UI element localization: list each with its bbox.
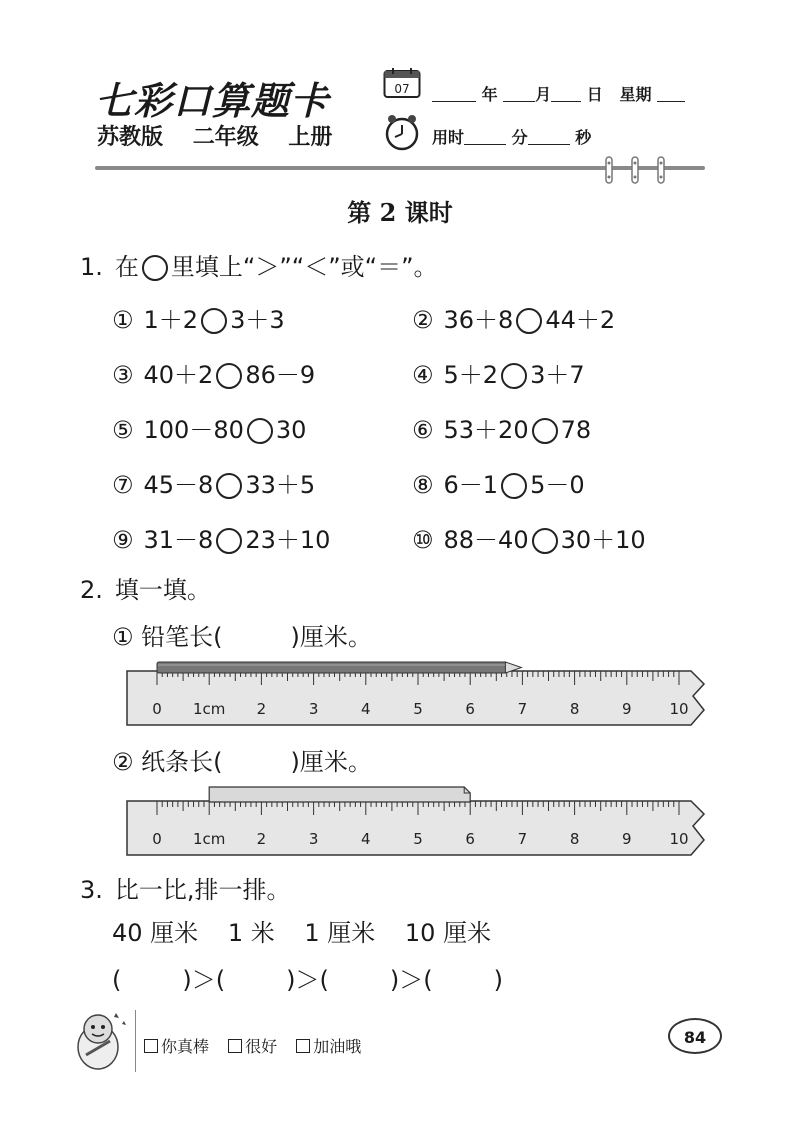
answer-circle[interactable]: [201, 308, 227, 334]
checkbox-icon: [144, 1039, 158, 1053]
eval-label: 很好: [245, 1037, 278, 1056]
pencil-tip: [505, 662, 521, 673]
answer-circle[interactable]: [501, 473, 527, 499]
question-1-number: 1.: [80, 253, 103, 281]
ruler-label: 10: [669, 700, 689, 718]
ruler-label: 8: [569, 830, 580, 848]
pencil-length-item: [112, 617, 372, 652]
answer-circle[interactable]: [216, 473, 242, 499]
length-item: 1 米: [227, 919, 275, 947]
seconds-label: 秒: [575, 128, 592, 147]
ruler-label: 9: [622, 830, 632, 848]
paper-strip: [209, 787, 470, 802]
strip-length-item: [112, 742, 372, 777]
problem-right: 78: [560, 416, 592, 444]
problem-marker: ⑥: [412, 416, 434, 444]
problem-right: 3＋3: [230, 306, 285, 334]
comparison-problem: [112, 520, 330, 555]
minutes-label: 分: [511, 128, 528, 147]
problem-right: 33＋5: [245, 471, 316, 499]
ruler-label: 7: [517, 700, 528, 718]
problem-right: 30: [275, 416, 307, 444]
question-2-number: 2.: [80, 576, 103, 604]
page-number: 84: [668, 1018, 722, 1054]
year-blank[interactable]: [432, 85, 476, 102]
problem-left: 31－8: [143, 526, 214, 554]
item-text-before: 铅笔长(: [141, 623, 223, 651]
ruler-label: 1cm: [192, 700, 226, 718]
ruler-label: 0: [152, 830, 162, 848]
question-3-text: 比一比,排一排。: [114, 876, 291, 904]
ruler-label: 1cm: [192, 830, 226, 848]
day-blank[interactable]: [551, 85, 581, 102]
clock-icon: [383, 113, 421, 151]
answer-circle[interactable]: [501, 363, 527, 389]
date-fields: [432, 82, 685, 105]
problem-marker: ⑤: [112, 416, 134, 444]
eval-option-keep-going[interactable]: [296, 1037, 361, 1056]
self-evaluation: [144, 1034, 375, 1057]
problem-marker: ④: [412, 361, 434, 389]
eval-label: 你真棒: [161, 1037, 210, 1056]
eval-option-great[interactable]: [144, 1037, 209, 1056]
year-label: 年: [481, 85, 498, 104]
ruler-2: [126, 800, 706, 856]
problem-left: 88－40: [443, 526, 529, 554]
ruler-label: 5: [413, 830, 423, 848]
answer-circle[interactable]: [532, 418, 558, 444]
ruler-label: 3: [308, 830, 319, 848]
item-marker: ②: [112, 748, 134, 776]
problem-right: 5－0: [530, 471, 585, 499]
problem-marker: ⑧: [412, 471, 434, 499]
problem-left: 40＋2: [143, 361, 214, 389]
ruler-label: 4: [361, 830, 371, 848]
sample-circle: [142, 255, 168, 281]
item-text-after: )厘米。: [290, 623, 372, 651]
answer-circle[interactable]: [532, 528, 558, 554]
length-item: 10 厘米: [404, 919, 492, 947]
answer-circle[interactable]: [216, 528, 242, 554]
month-blank[interactable]: [503, 85, 535, 102]
problem-right: 44＋2: [545, 306, 616, 334]
problem-left: 36＋8: [443, 306, 514, 334]
problem-left: 5＋2: [443, 361, 499, 389]
problem-marker: ⑦: [112, 471, 134, 499]
ruler-label: 6: [465, 700, 475, 718]
comparison-problem: [412, 300, 615, 335]
problem-left: 45－8: [143, 471, 214, 499]
item-marker: ①: [112, 623, 134, 651]
comparison-problem: [112, 355, 315, 390]
problem-marker: ①: [112, 306, 134, 334]
ruler-label: 2: [256, 700, 267, 718]
month-label: 月: [535, 85, 552, 104]
problem-left: 1＋2: [143, 306, 199, 334]
ruler-label: 6: [465, 830, 475, 848]
problem-right: 30＋10: [560, 526, 646, 554]
ruler-label: 5: [413, 700, 423, 718]
weekday-label: 星期: [619, 85, 652, 104]
binder-rings-icon: [600, 155, 680, 187]
mascot-icon: [68, 1005, 132, 1075]
length-item: 40 厘米: [112, 919, 199, 947]
problem-marker: ③: [112, 361, 134, 389]
length-item: 1 厘米: [304, 919, 376, 947]
problem-marker: ②: [412, 306, 434, 334]
question-1-heading: [80, 247, 438, 282]
question-3-heading: [80, 870, 291, 905]
item-text-after: )厘米。: [290, 748, 372, 776]
problem-right: 23＋10: [245, 526, 331, 554]
day-label: 日: [586, 85, 603, 104]
problem-right: 86－9: [245, 361, 316, 389]
question-1-text-before: 在: [114, 253, 139, 281]
pencil-image: [156, 660, 526, 676]
answer-circle[interactable]: [247, 418, 273, 444]
eval-option-good[interactable]: [228, 1037, 277, 1056]
brand-title: 七彩口算题卡: [95, 78, 330, 123]
weekday-blank[interactable]: [657, 85, 685, 102]
comparison-problem: [412, 520, 646, 555]
edition-label: [97, 120, 354, 151]
ruler-label: 8: [569, 700, 580, 718]
paper-strip-image: [126, 785, 526, 803]
ruler-label: 3: [308, 700, 319, 718]
question-2-text: 填一填。: [114, 576, 211, 604]
problem-marker: ⑨: [112, 526, 134, 554]
comparison-problem: [412, 465, 585, 500]
ruler-label: 2: [256, 830, 267, 848]
ordering-blanks[interactable]: ( )＞( )＞( )＞( ): [112, 966, 504, 994]
footer-divider: [135, 1010, 136, 1072]
question-3-number: 3.: [80, 876, 103, 904]
lesson-title: 第 2 课时: [347, 198, 453, 227]
edition-volume: 上册: [288, 125, 333, 150]
pencil-body: [157, 662, 506, 673]
ruler-label: 4: [361, 700, 371, 718]
time-used-label: 用时: [432, 128, 465, 147]
comparison-problem: [112, 410, 306, 445]
answer-circle[interactable]: [216, 363, 242, 389]
problem-left: 6－1: [443, 471, 499, 499]
minutes-blank[interactable]: [464, 128, 506, 145]
ruler-1: [126, 670, 706, 726]
edition-grade: 二年级: [192, 125, 259, 150]
lengths-list: [112, 913, 513, 948]
ruler-label: 9: [622, 700, 632, 718]
problem-right: 3＋7: [530, 361, 585, 389]
comparison-problem: [412, 355, 585, 390]
problem-marker: ⑩: [412, 526, 434, 554]
eval-label: 加油哦: [313, 1037, 362, 1056]
calendar-icon: [383, 67, 421, 99]
comparison-problem: [112, 465, 315, 500]
ruler-label: 7: [517, 830, 528, 848]
item-text-before: 纸条长(: [141, 748, 223, 776]
seconds-blank[interactable]: [528, 128, 570, 145]
checkbox-icon: [296, 1039, 310, 1053]
question-1-text-after: 里填上“＞”“＜”或“＝”。: [170, 253, 438, 281]
answer-circle[interactable]: [516, 308, 542, 334]
problem-left: 53＋20: [443, 416, 529, 444]
calendar-day: 07: [394, 82, 410, 96]
edition-publisher: 苏教版: [97, 125, 164, 150]
checkbox-icon: [228, 1039, 242, 1053]
comparison-problem: [412, 410, 591, 445]
comparison-problem: [112, 300, 285, 335]
problem-left: 100－80: [143, 416, 244, 444]
ruler-label: 0: [152, 700, 162, 718]
question-2-heading: [80, 570, 211, 605]
time-fields: [432, 125, 591, 148]
ruler-label: 10: [669, 830, 689, 848]
